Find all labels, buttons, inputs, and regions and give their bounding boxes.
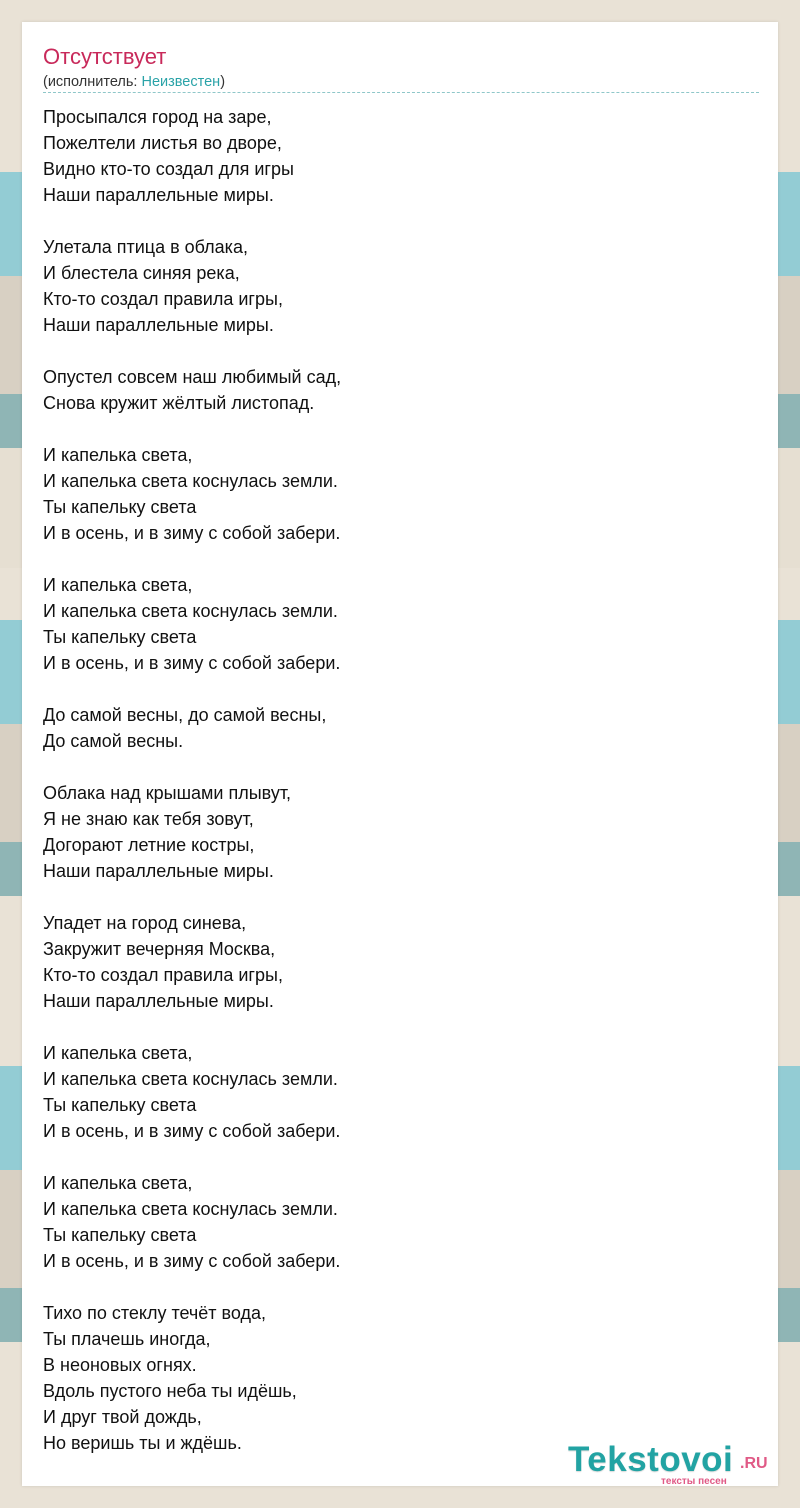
- lyrics-line: И капелька света,: [43, 1043, 193, 1063]
- lyrics-line: Упадет на город синева,: [43, 913, 247, 933]
- lyrics-line: Просыпался город на заре,: [43, 107, 272, 127]
- lyrics-line: Наши параллельные миры.: [43, 185, 274, 205]
- performer-label: (исполнитель:: [43, 74, 142, 90]
- lyrics-line: Наши параллельные миры.: [43, 861, 274, 881]
- lyrics-line: Ты капельку света: [43, 1225, 197, 1245]
- lyrics-stanza: [43, 1170, 743, 1274]
- lyrics-line: Закружит вечерняя Москва,: [43, 939, 276, 959]
- logo-domain: .RU: [740, 1455, 768, 1472]
- lyrics-line: Ты плачешь иногда,: [43, 1329, 211, 1349]
- lyrics-line: Видно кто-то создал для игры: [43, 159, 294, 179]
- lyrics-line: И капелька света коснулась земли.: [43, 601, 338, 621]
- lyrics-stanza: [43, 780, 743, 884]
- lyrics-line: И блестела синяя река,: [43, 263, 240, 283]
- lyrics-line: Наши параллельные миры.: [43, 315, 274, 335]
- lyrics-line: До самой весны.: [43, 731, 184, 751]
- lyrics-line: Я не знаю как тебя зовут,: [43, 809, 254, 829]
- lyrics-line: И в осень, и в зиму с собой забери.: [43, 653, 341, 673]
- lyrics-line: И капелька света,: [43, 575, 193, 595]
- performer-link[interactable]: Неизвестен: [141, 74, 221, 90]
- lyrics-line: И друг твой дождь,: [43, 1407, 202, 1427]
- lyrics-line: Опустел совсем наш любимый сад,: [43, 367, 342, 387]
- lyrics-line: И в осень, и в зиму с собой забери.: [43, 1251, 341, 1271]
- logo-tagline: тексты песен: [661, 1476, 727, 1487]
- lyrics-line: Но веришь ты и ждёшь.: [43, 1433, 242, 1453]
- lyrics-line: Кто-то создал правила игры,: [43, 289, 283, 309]
- lyrics-line: Тихо по стеклу течёт вода,: [43, 1303, 267, 1323]
- lyrics-stanza: [43, 234, 743, 338]
- lyrics-line: Догорают летние костры,: [43, 835, 255, 855]
- lyrics-line: Пожелтели листья во дворе,: [43, 133, 282, 153]
- song-title: Отсутствует: [43, 44, 167, 69]
- lyrics-line: Вдоль пустого неба ты идёшь,: [43, 1381, 297, 1401]
- lyrics-stanza: [43, 702, 743, 754]
- lyrics-line: И капелька света коснулась земли.: [43, 1069, 338, 1089]
- lyrics-line: До самой весны, до самой весны,: [43, 705, 327, 725]
- lyrics-line: Ты капельку света: [43, 627, 197, 647]
- lyrics-line: И в осень, и в зиму с собой забери.: [43, 1121, 341, 1141]
- lyrics-line: Кто-то создал правила игры,: [43, 965, 283, 985]
- lyrics-line: И капелька света коснулась земли.: [43, 471, 338, 491]
- lyrics-line: Снова кружит жёлтый листопад.: [43, 393, 315, 413]
- lyrics-line: Облака над крышами плывут,: [43, 783, 292, 803]
- lyrics-stanza: [43, 1300, 743, 1456]
- lyrics-stanza: [43, 104, 743, 208]
- performer-line: [43, 72, 225, 92]
- lyrics-card: [22, 22, 778, 1486]
- lyrics-line: Ты капельку света: [43, 497, 197, 517]
- lyrics-text: [43, 104, 743, 1482]
- lyrics-line: Ты капельку света: [43, 1095, 197, 1115]
- lyrics-line: И в осень, и в зиму с собой забери.: [43, 523, 341, 543]
- lyrics-stanza: [43, 572, 743, 676]
- lyrics-line: Наши параллельные миры.: [43, 991, 274, 1011]
- performer-close: ): [220, 74, 226, 90]
- title-divider: [43, 92, 759, 93]
- lyrics-line: И капелька света,: [43, 1173, 193, 1193]
- lyrics-line: В неоновых огнях.: [43, 1355, 197, 1375]
- site-logo[interactable]: [568, 1440, 778, 1486]
- lyrics-line: И капелька света,: [43, 445, 193, 465]
- lyrics-stanza: [43, 442, 743, 546]
- lyrics-stanza: [43, 364, 743, 416]
- lyrics-stanza: [43, 1040, 743, 1144]
- logo-wordmark: Tekstovoi: [568, 1440, 734, 1479]
- lyrics-stanza: [43, 910, 743, 1014]
- lyrics-line: И капелька света коснулась земли.: [43, 1199, 338, 1219]
- lyrics-line: Улетала птица в облака,: [43, 237, 248, 257]
